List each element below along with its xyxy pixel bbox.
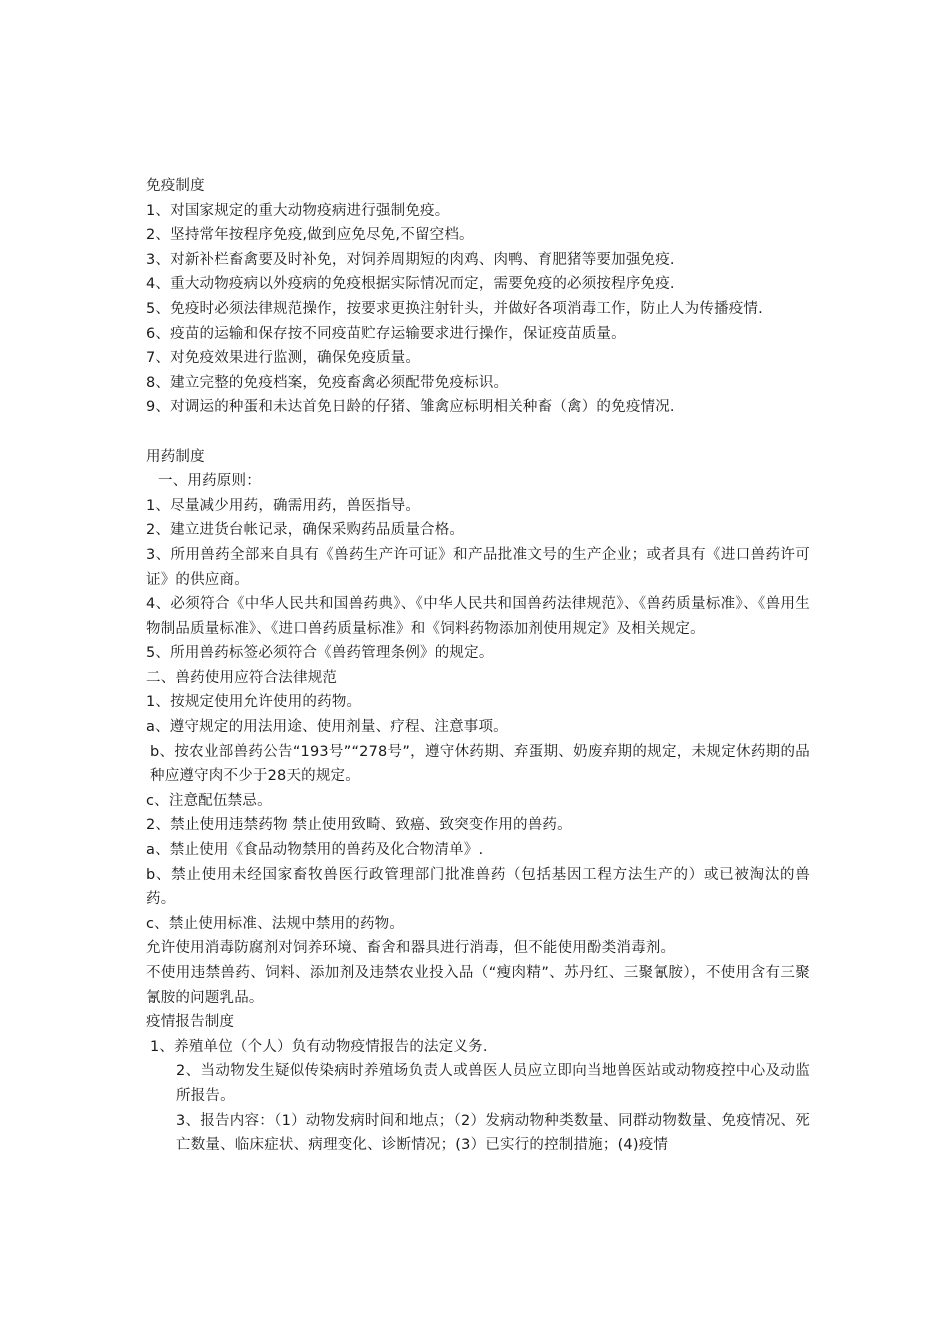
medication-s2-item-2: 2、禁止使用违禁药物 禁止使用致畸、致癌、致突变作用的兽药。 [146, 817, 572, 834]
immunization-item-6: 6、疫苗的运输和保存按不同疫苗贮存运输要求进行操作，保证疫苗质量。 [146, 325, 626, 342]
medication-s1-item-3: 3、所用兽药全部来自具有《兽药生产许可证》和产品批准文号的生产企业；或者具有《进口兽药许可证》的供应商。 [146, 546, 810, 588]
medication-title: 用药制度 [146, 448, 205, 465]
immunization-item-9: 9、对调运的种蛋和未达首免日龄的仔猪、雏禽应标明相关种畜（禽）的免疫情况. [146, 399, 675, 416]
epidemic-item-2: 2、当动物发生疑似传染病时养殖场负责人或兽医人员应立即向当地兽医站或动物疫控中心及动监所报告。 [176, 1063, 810, 1104]
medication-banned-note: 不使用违禁兽药、饲料、添加剂及违禁农业投入品（“瘦肉精”、苏丹红、三聚氰胺），不使用含有三聚氰胺的问题乳品。 [146, 965, 810, 1006]
immunization-item-3: 3、对新补栏畜禽要及时补免，对饲养周期短的肉鸡、肉鸭、育肥猪等要加强免疫. [146, 251, 675, 268]
section-spacer [146, 420, 810, 445]
immunization-item-2: 2、坚持常年按程序免疫,做到应免尽免,不留空档。 [146, 227, 474, 244]
immunization-item-1: 1、对国家规定的重大动物疫病进行强制免疫。 [146, 202, 450, 219]
medication-s2-item-c1: c、注意配伍禁忌。 [146, 792, 272, 809]
medication-section1-title: 一、用药原则： [158, 473, 261, 490]
immunization-item-7: 7、对免疫效果进行监测，确保免疫质量。 [146, 350, 421, 367]
medication-s1-item-2: 2、建立进货台帐记录，确保采购药品质量合格。 [146, 522, 465, 539]
medication-section2-title: 二、兽药使用应符合法律规范 [146, 669, 338, 686]
immunization-item-5: 5、免疫时必须法律规范操作，按要求更换注射针头，并做好各项消毒工作，防止人为传播疫情. [146, 300, 763, 317]
epidemic-item-3: 3、报告内容：（1）动物发病时间和地点；（2）发病动物种类数量、同群动物数量、免疫情况、死亡数量、临床症状、病理变化、诊断情况；(3）已实行的控制措施；(4)疫情 [176, 1112, 810, 1154]
medication-s2-item-1: 1、按规定使用允许使用的药物。 [146, 694, 362, 711]
medication-s1-item-4: 4、必须符合《中华人民共和国兽药典》、《中华人民共和国兽药法律规范》、《兽药质量标准》、《兽用生物制品质量标准》、《进口兽药质量标准》和《饲料药物添加剂使用规定》及相关规定。 [146, 596, 810, 637]
medication-s2-item-c2: c、禁止使用标准、法规中禁用的药物。 [146, 915, 405, 932]
medication-s2-item-b2: b、禁止使用未经国家畜牧兽医行政管理部门批准兽药（包括基因工程方法生产的）或已被淘汰的兽药。 [146, 866, 810, 908]
medication-disinfect-note: 允许使用消毒防腐剂对饲养环境、畜舍和器具进行消毒，但不能使用酚类消毒剂。 [146, 940, 676, 957]
immunization-item-4: 4、重大动物疫病以外疫病的免疫根据实际情况而定，需要免疫的必须按程序免疫. [146, 276, 675, 293]
document-page [146, 174, 810, 1158]
immunization-title: 免疫制度 [146, 178, 205, 194]
epidemic-title: 疫情报告制度 [146, 1014, 235, 1031]
immunization-item-8: 8、建立完整的免疫档案，免疫畜禽必须配带免疫标识。 [146, 374, 509, 391]
medication-s1-item-5: 5、所用兽药标签必须符合《兽药管理条例》的规定。 [146, 645, 494, 662]
medication-s2-item-a2: a、禁止使用《食品动物禁用的兽药及化合物清单》. [146, 842, 484, 859]
medication-s2-item-a1: a、遵守规定的用法用途、使用剂量、疗程、注意事项。 [146, 719, 508, 736]
epidemic-item-1: 1、养殖单位（个人）负有动物疫情报告的法定义务. [150, 1038, 488, 1055]
medication-s1-item-1: 1、尽量减少用药，确需用药，兽医指导。 [146, 497, 421, 514]
medication-s2-item-b1: b、按农业部兽药公告“193号”“278号”，遵守休药期、弃蛋期、奶废弃期的规定，未规定休药期的品种应遵守肉不少于28天的规定。 [150, 743, 810, 785]
